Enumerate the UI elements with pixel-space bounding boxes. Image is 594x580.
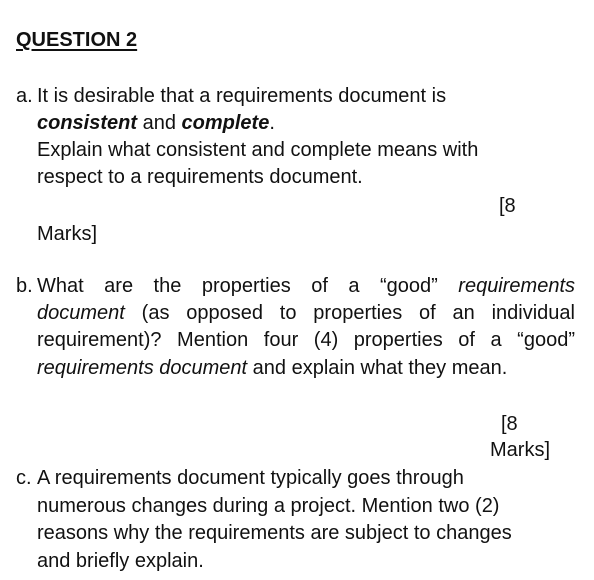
part-b-line-4-text: and explain what they mean. [247, 357, 508, 379]
complete-term: complete [181, 112, 270, 134]
part-b-line-2 [37, 300, 575, 327]
part-b-marks-open: [8 [501, 413, 518, 435]
part-b-label: b. [16, 275, 33, 297]
question-title: QUESTION 2 [16, 29, 138, 51]
part-c-line-4: and briefly explain. [37, 550, 204, 572]
part-a-label: a. [16, 85, 33, 107]
part-b-line-1-italic: requirements [458, 275, 575, 297]
part-a-line-2 [37, 110, 275, 137]
part-a-marks-open: [8 [499, 195, 516, 217]
part-c-label: c. [16, 467, 32, 489]
part-a-line-2-end: . [269, 112, 275, 134]
part-b-marks-close: Marks] [490, 439, 550, 461]
part-c-line-1: A requirements document typically goes through [37, 467, 464, 489]
part-a-marks-close: Marks] [37, 223, 97, 245]
part-b-line-1 [37, 273, 575, 300]
part-a-line-3: Explain what consistent and complete means with [37, 139, 479, 161]
part-a-line-2-mid: and [137, 112, 182, 134]
part-b-line-2-italic: document [37, 302, 125, 324]
part-b-line-2-text: (as opposed to properties of an individual [124, 302, 575, 324]
part-b-line-1-text: What are the properties of a “good” [37, 275, 459, 297]
part-c-line-2: numerous changes during a project. Mention two (2) [37, 495, 500, 517]
part-b-line-4-italic: requirements document [37, 357, 248, 379]
part-b-line-3: requirement)? Mention four (4) properties of a “good” [37, 329, 575, 351]
consistent-term: consistent [37, 112, 138, 134]
part-a-line-1: It is desirable that a requirements document is [37, 85, 447, 107]
part-c-line-3: reasons why the requirements are subject to changes [37, 522, 512, 544]
part-a-line-4: respect to a requirements document. [37, 166, 363, 188]
part-b-line-4 [37, 355, 507, 382]
